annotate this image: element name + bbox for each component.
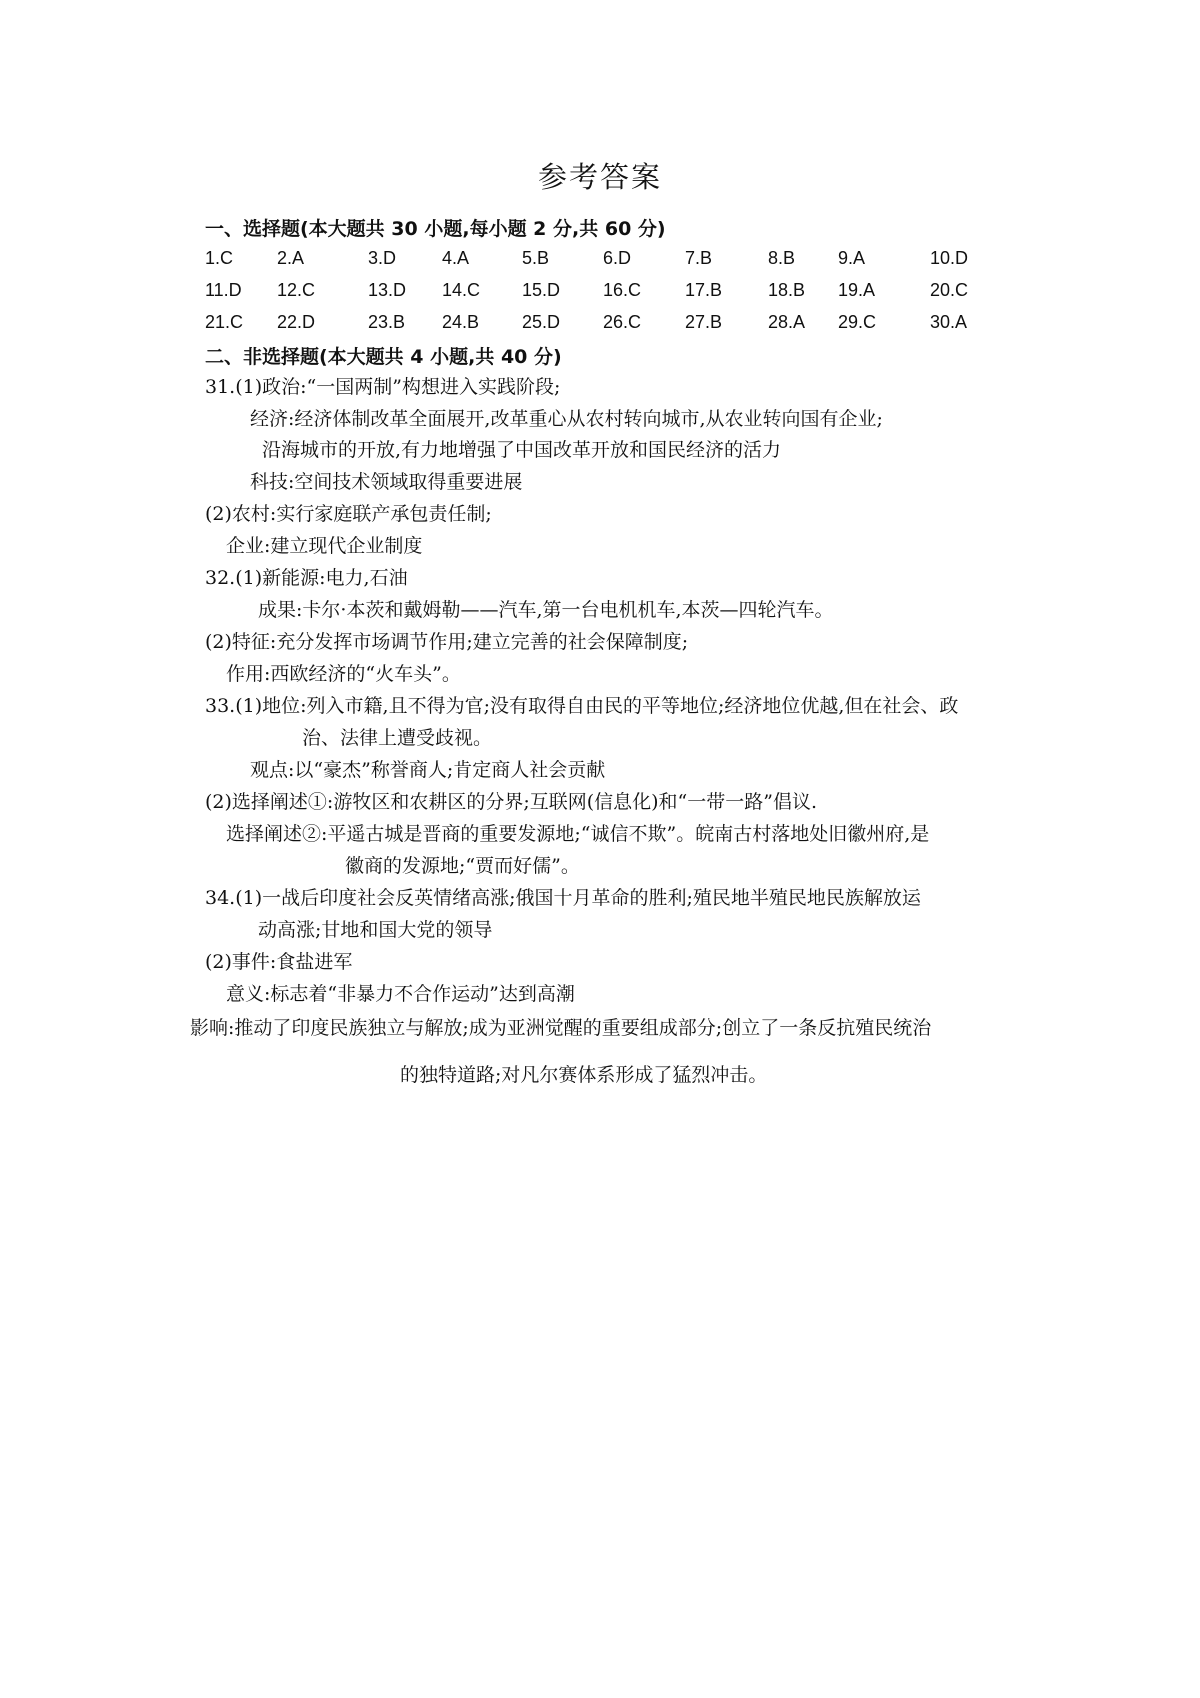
q32-line-4: 作用:西欧经济的“火车头”。 xyxy=(226,663,461,685)
section-heading-choice: 一、选择题(本大题共 30 小题,每小题 2 分,共 60 分) xyxy=(205,218,666,240)
answer-item: 18.B xyxy=(768,280,806,300)
answer-item: 24.B xyxy=(442,312,480,332)
answer-item: 2.A xyxy=(277,248,305,268)
answer-row xyxy=(0,280,1200,306)
answer-item: 27.B xyxy=(685,312,723,332)
answer-item: 10.D xyxy=(930,248,969,268)
q32-line-2: 成果:卡尔·本茨和戴姆勒——汽车,第一台电机机车,本茨—四轮汽车。 xyxy=(258,599,834,621)
answer-item: 15.D xyxy=(522,280,561,300)
q34-line-4: 意义:标志着“非暴力不合作运动”达到高潮 xyxy=(226,983,575,1005)
answer-item: 6.D xyxy=(603,248,632,268)
q34-line-3: (2)事件:食盐进军 xyxy=(205,951,353,973)
q31-line-6: 企业:建立现代企业制度 xyxy=(226,535,423,557)
answer-item: 23.B xyxy=(368,312,406,332)
answer-item: 28.A xyxy=(768,312,806,332)
q33-line-2: 治、法律上遭受歧视。 xyxy=(302,727,493,749)
q32-line-3: (2)特征:充分发挥市场调节作用;建立完善的社会保障制度; xyxy=(205,631,689,653)
answer-item: 13.D xyxy=(368,280,407,300)
answer-item: 22.D xyxy=(277,312,316,332)
q34-line-2: 动高涨;甘地和国大党的领导 xyxy=(258,919,493,941)
answer-item: 12.C xyxy=(277,280,316,300)
q34-line-5: 影响:推动了印度民族独立与解放;成为亚洲觉醒的重要组成部分;创立了一条反抗殖民统治 xyxy=(190,1017,932,1039)
q31-line-3: 沿海城市的开放,有力地增强了中国改革开放和国民经济的活力 xyxy=(262,439,782,461)
answer-item: 9.A xyxy=(838,248,866,268)
answer-item: 4.A xyxy=(442,248,470,268)
answer-item: 17.B xyxy=(685,280,723,300)
answer-item: 20.C xyxy=(930,280,969,300)
q31-line-2: 经济:经济体制改革全面展开,改革重心从农村转向城市,从农业转向国有企业; xyxy=(250,408,883,430)
q33-line-3: 观点:以“豪杰”称誉商人;肯定商人社会贡献 xyxy=(250,759,606,781)
answer-item: 29.C xyxy=(838,312,877,332)
q33-line-4: (2)选择阐述①:游牧区和农耕区的分界;互联网(信息化)和“一带一路”倡议. xyxy=(205,791,818,813)
answer-item: 1.C xyxy=(205,248,234,268)
q32-line-1: 32.(1)新能源:电力,石油 xyxy=(205,567,408,589)
answer-item: 16.C xyxy=(603,280,642,300)
answer-item: 19.A xyxy=(838,280,876,300)
answer-item: 7.B xyxy=(685,248,713,268)
answer-item: 25.D xyxy=(522,312,561,332)
q34-line-1: 34.(1)一战后印度社会反英情绪高涨;俄国十月革命的胜利;殖民地半殖民地民族解放运 xyxy=(205,887,921,909)
answer-item: 8.B xyxy=(768,248,796,268)
answer-item: 21.C xyxy=(205,312,244,332)
answer-row xyxy=(0,312,1200,338)
page-title: 参考答案 xyxy=(537,160,662,194)
q31-line-1: 31.(1)政治:“一国两制”构想进入实践阶段; xyxy=(205,376,561,398)
answer-row xyxy=(0,248,1200,274)
answer-item: 14.C xyxy=(442,280,481,300)
q33-line-5: 选择阐述②:平遥古城是晋商的重要发源地;“诚信不欺”。皖南古村落地处旧徽州府,是 xyxy=(226,823,930,845)
q34-line-6: 的独特道路;对凡尔赛体系形成了猛烈冲击。 xyxy=(400,1064,768,1086)
answer-item: 26.C xyxy=(603,312,642,332)
answer-item: 11.D xyxy=(205,280,242,300)
answer-item: 30.A xyxy=(930,312,968,332)
answer-item: 3.D xyxy=(368,248,397,268)
section-heading-nonchoice: 二、非选择题(本大题共 4 小题,共 40 分) xyxy=(205,346,562,368)
q31-line-5: (2)农村:实行家庭联产承包责任制; xyxy=(205,503,492,525)
answer-item: 5.B xyxy=(522,248,550,268)
q31-line-4: 科技:空间技术领域取得重要进展 xyxy=(250,471,523,493)
q33-line-1: 33.(1)地位:列入市籍,且不得为官;没有取得自由民的平等地位;经济地位优越,但在社会、政 xyxy=(205,695,959,717)
q33-line-6: 徽商的发源地;“贾而好儒”。 xyxy=(345,855,580,877)
